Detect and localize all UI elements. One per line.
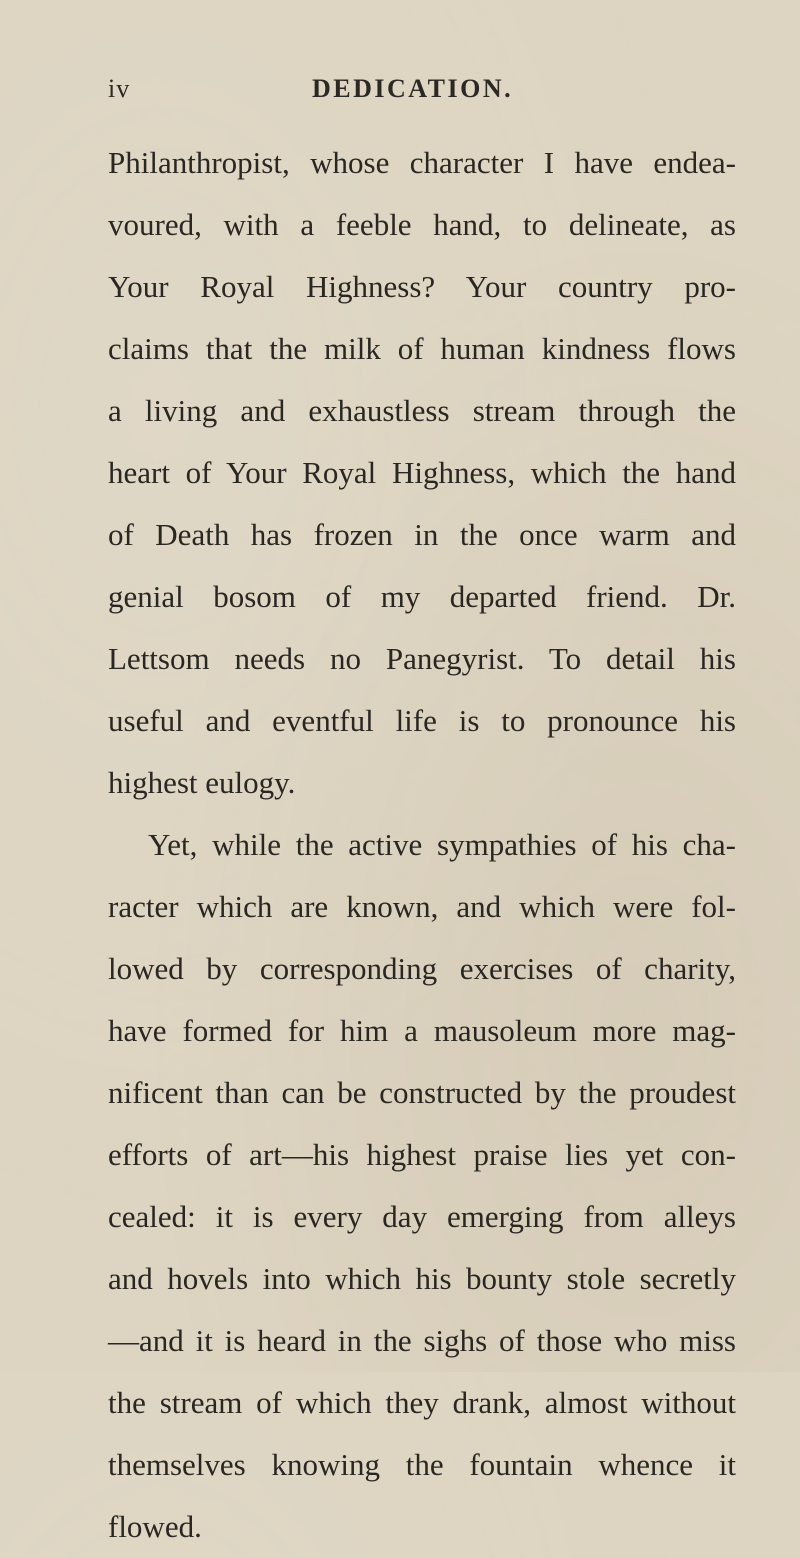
text-line: voured, with a feeble hand, to delineate, as [108, 207, 736, 242]
text-line: highest eulogy. [108, 765, 296, 800]
body-text [108, 132, 736, 1558]
text-line: Lettsom needs no Panegyrist. To detail his [108, 641, 736, 676]
text-line: of Death has frozen in the once warm and [108, 517, 736, 552]
text-line: claims that the milk of human kindness flows [108, 331, 736, 366]
text-line: cealed: it is every day emerging from alleys [108, 1199, 736, 1234]
text-line: —and it is heard in the sighs of those who miss [108, 1323, 736, 1358]
text-line: Your Royal Highness? Your country pro- [108, 269, 736, 304]
text-line: heart of Your Royal Highness, which the hand [108, 455, 736, 490]
text-line: nificent than can be constructed by the proudest [108, 1075, 736, 1110]
text-line: and hovels into which his bounty stole secretly [108, 1261, 736, 1296]
text-line: the stream of which they drank, almost without [108, 1385, 736, 1420]
text-line: themselves knowing the fountain whence it [108, 1447, 736, 1482]
text-line: have formed for him a mausoleum more mag- [108, 1013, 736, 1048]
page-number: iv [108, 74, 131, 103]
text-line: Philanthropist, whose character I have endea- [108, 145, 736, 180]
text-line: racter which are known, and which were fol- [108, 889, 736, 924]
text-line: efforts of art—his highest praise lies yet con- [108, 1137, 736, 1172]
text-line: lowed by corresponding exercises of charity, [108, 951, 736, 986]
text-line: genial bosom of my departed friend. Dr. [108, 579, 736, 614]
running-title: DEDICATION. [312, 74, 514, 103]
text-line: Yet, while the active sympathies of his cha- [148, 827, 736, 862]
text-line: a living and exhaustless stream through the [108, 393, 736, 428]
running-head [0, 74, 800, 114]
text-line: useful and eventful life is to pronounce his [108, 703, 736, 738]
text-line: flowed. [108, 1509, 202, 1544]
